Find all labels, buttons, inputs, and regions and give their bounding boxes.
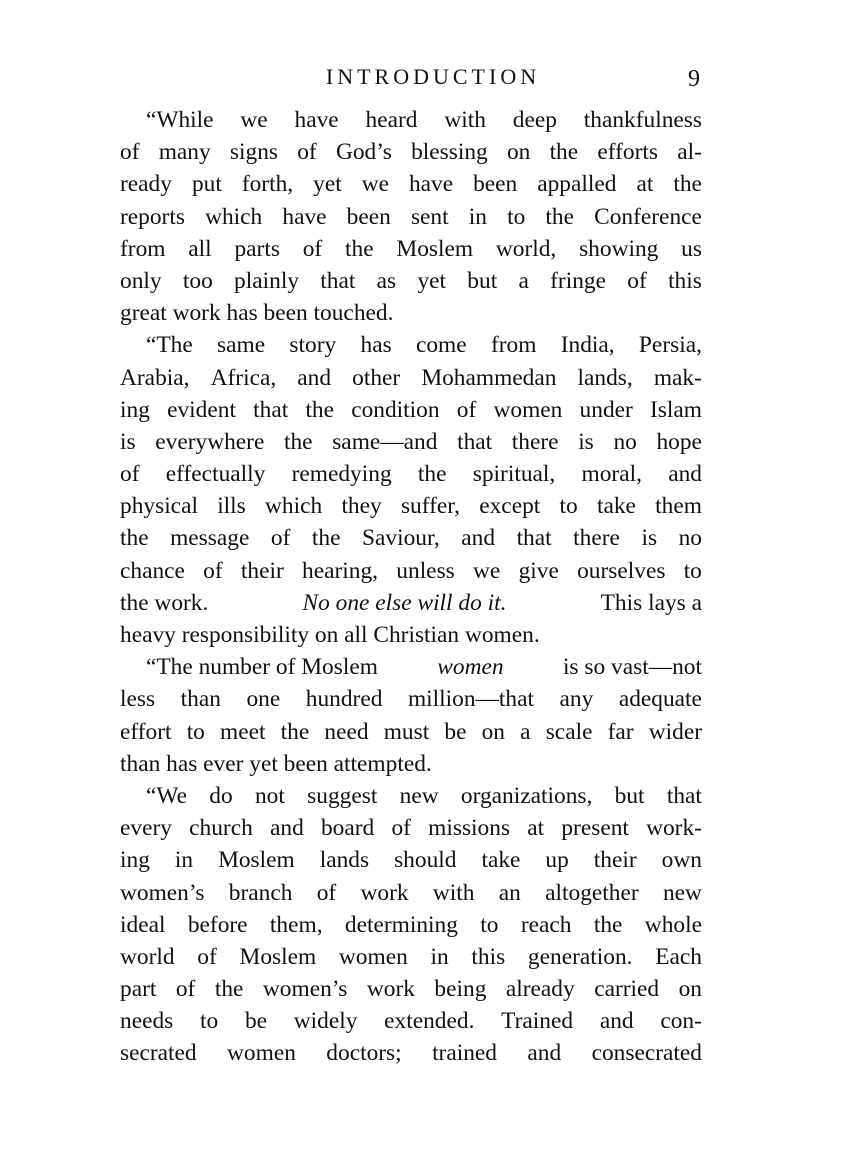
line-text: heavy responsibility on all Christian women. <box>120 622 540 648</box>
text-line <box>120 362 702 394</box>
line-text: reports which have been sent in to the Conference <box>120 203 702 230</box>
text-line <box>120 329 702 361</box>
line-text: physical ills which they suffer, except to take them <box>120 493 702 520</box>
text-line <box>120 651 702 683</box>
line-text: only too plainly that as yet but a fringe of this <box>120 267 702 294</box>
text-line <box>120 844 702 876</box>
text-line <box>120 104 702 136</box>
running-head <box>120 60 702 104</box>
text-line <box>120 201 702 233</box>
line-text: ing in Moslem lands should take up their own <box>120 847 702 874</box>
text-line <box>120 812 702 844</box>
line-text: the message of the Saviour, and that there is no <box>120 525 702 552</box>
line-text: the work. <box>120 589 209 616</box>
text-line <box>120 683 702 715</box>
line-text: great work has been touched. <box>120 300 394 327</box>
text-line <box>120 555 702 587</box>
line-text: ideal before them, determining to reach the whole <box>120 911 702 938</box>
line-text: ing evident that the condition of women under Islam <box>120 396 702 423</box>
line-text: is everywhere the same—and that there is no hope <box>120 428 702 455</box>
line-text: ready put forth, yet we have been appalled at the <box>120 171 702 198</box>
text-line <box>120 426 702 458</box>
line-text: is so vast—not <box>562 654 702 681</box>
text-line <box>120 1037 702 1069</box>
text-line <box>120 909 702 941</box>
text-line <box>120 297 702 329</box>
text-line <box>120 168 702 200</box>
page-number: 9 <box>688 66 700 92</box>
text-line <box>120 587 702 619</box>
text-line <box>120 490 702 522</box>
text-line <box>120 394 702 426</box>
line-text: of many signs of God’s blessing on the efforts al- <box>120 139 702 166</box>
text-line <box>120 233 702 265</box>
text-line <box>120 265 702 297</box>
line-text: women’s branch of work with an altogether new <box>120 879 702 906</box>
line-text: than has ever yet been attempted. <box>120 750 432 777</box>
line-text: less than one hundred million—that any adequate <box>120 686 702 713</box>
line-text: of effectually remedying the spiritual, moral, and <box>120 461 702 488</box>
line-text: needs to be widely extended. Trained and con- <box>120 1008 702 1035</box>
text-line <box>120 136 702 168</box>
text-line <box>120 716 702 748</box>
text-line <box>120 941 702 973</box>
text-line <box>120 877 702 909</box>
line-text: effort to meet the need must be on a scale far wider <box>120 718 702 745</box>
italic-phrase: women <box>437 654 504 681</box>
line-text: “While we have heard with deep thankfulness <box>146 107 702 133</box>
body-text <box>120 104 702 1070</box>
text-line <box>120 522 702 554</box>
text-line <box>120 1005 702 1037</box>
line-text: part of the women’s work being already carried on <box>120 976 702 1003</box>
line-text: Arabia, Africa, and other Mohammedan lands, mak- <box>120 364 702 391</box>
line-text: chance of their hearing, unless we give ourselves to <box>120 557 702 584</box>
book-page <box>120 60 702 1070</box>
line-text: secrated women doctors; trained and consecrated <box>120 1040 702 1067</box>
line-text: “The same story has come from India, Persia, <box>146 332 702 359</box>
line-text: world of Moslem women in this generation. Each <box>120 943 702 970</box>
text-line <box>120 619 702 651</box>
line-text: This lays a <box>600 589 702 616</box>
text-line <box>120 973 702 1005</box>
running-title: INTRODUCTION <box>325 64 541 89</box>
text-line <box>120 780 702 812</box>
italic-phrase: No one else will do it. <box>302 589 507 616</box>
text-line <box>120 748 702 780</box>
line-text: every church and board of missions at present work- <box>120 815 702 842</box>
line-text: “We do not suggest new organizations, but that <box>146 782 702 809</box>
text-line <box>120 458 702 490</box>
line-text: “The number of Moslem <box>146 654 378 681</box>
line-text: from all parts of the Moslem world, showing us <box>120 235 702 262</box>
